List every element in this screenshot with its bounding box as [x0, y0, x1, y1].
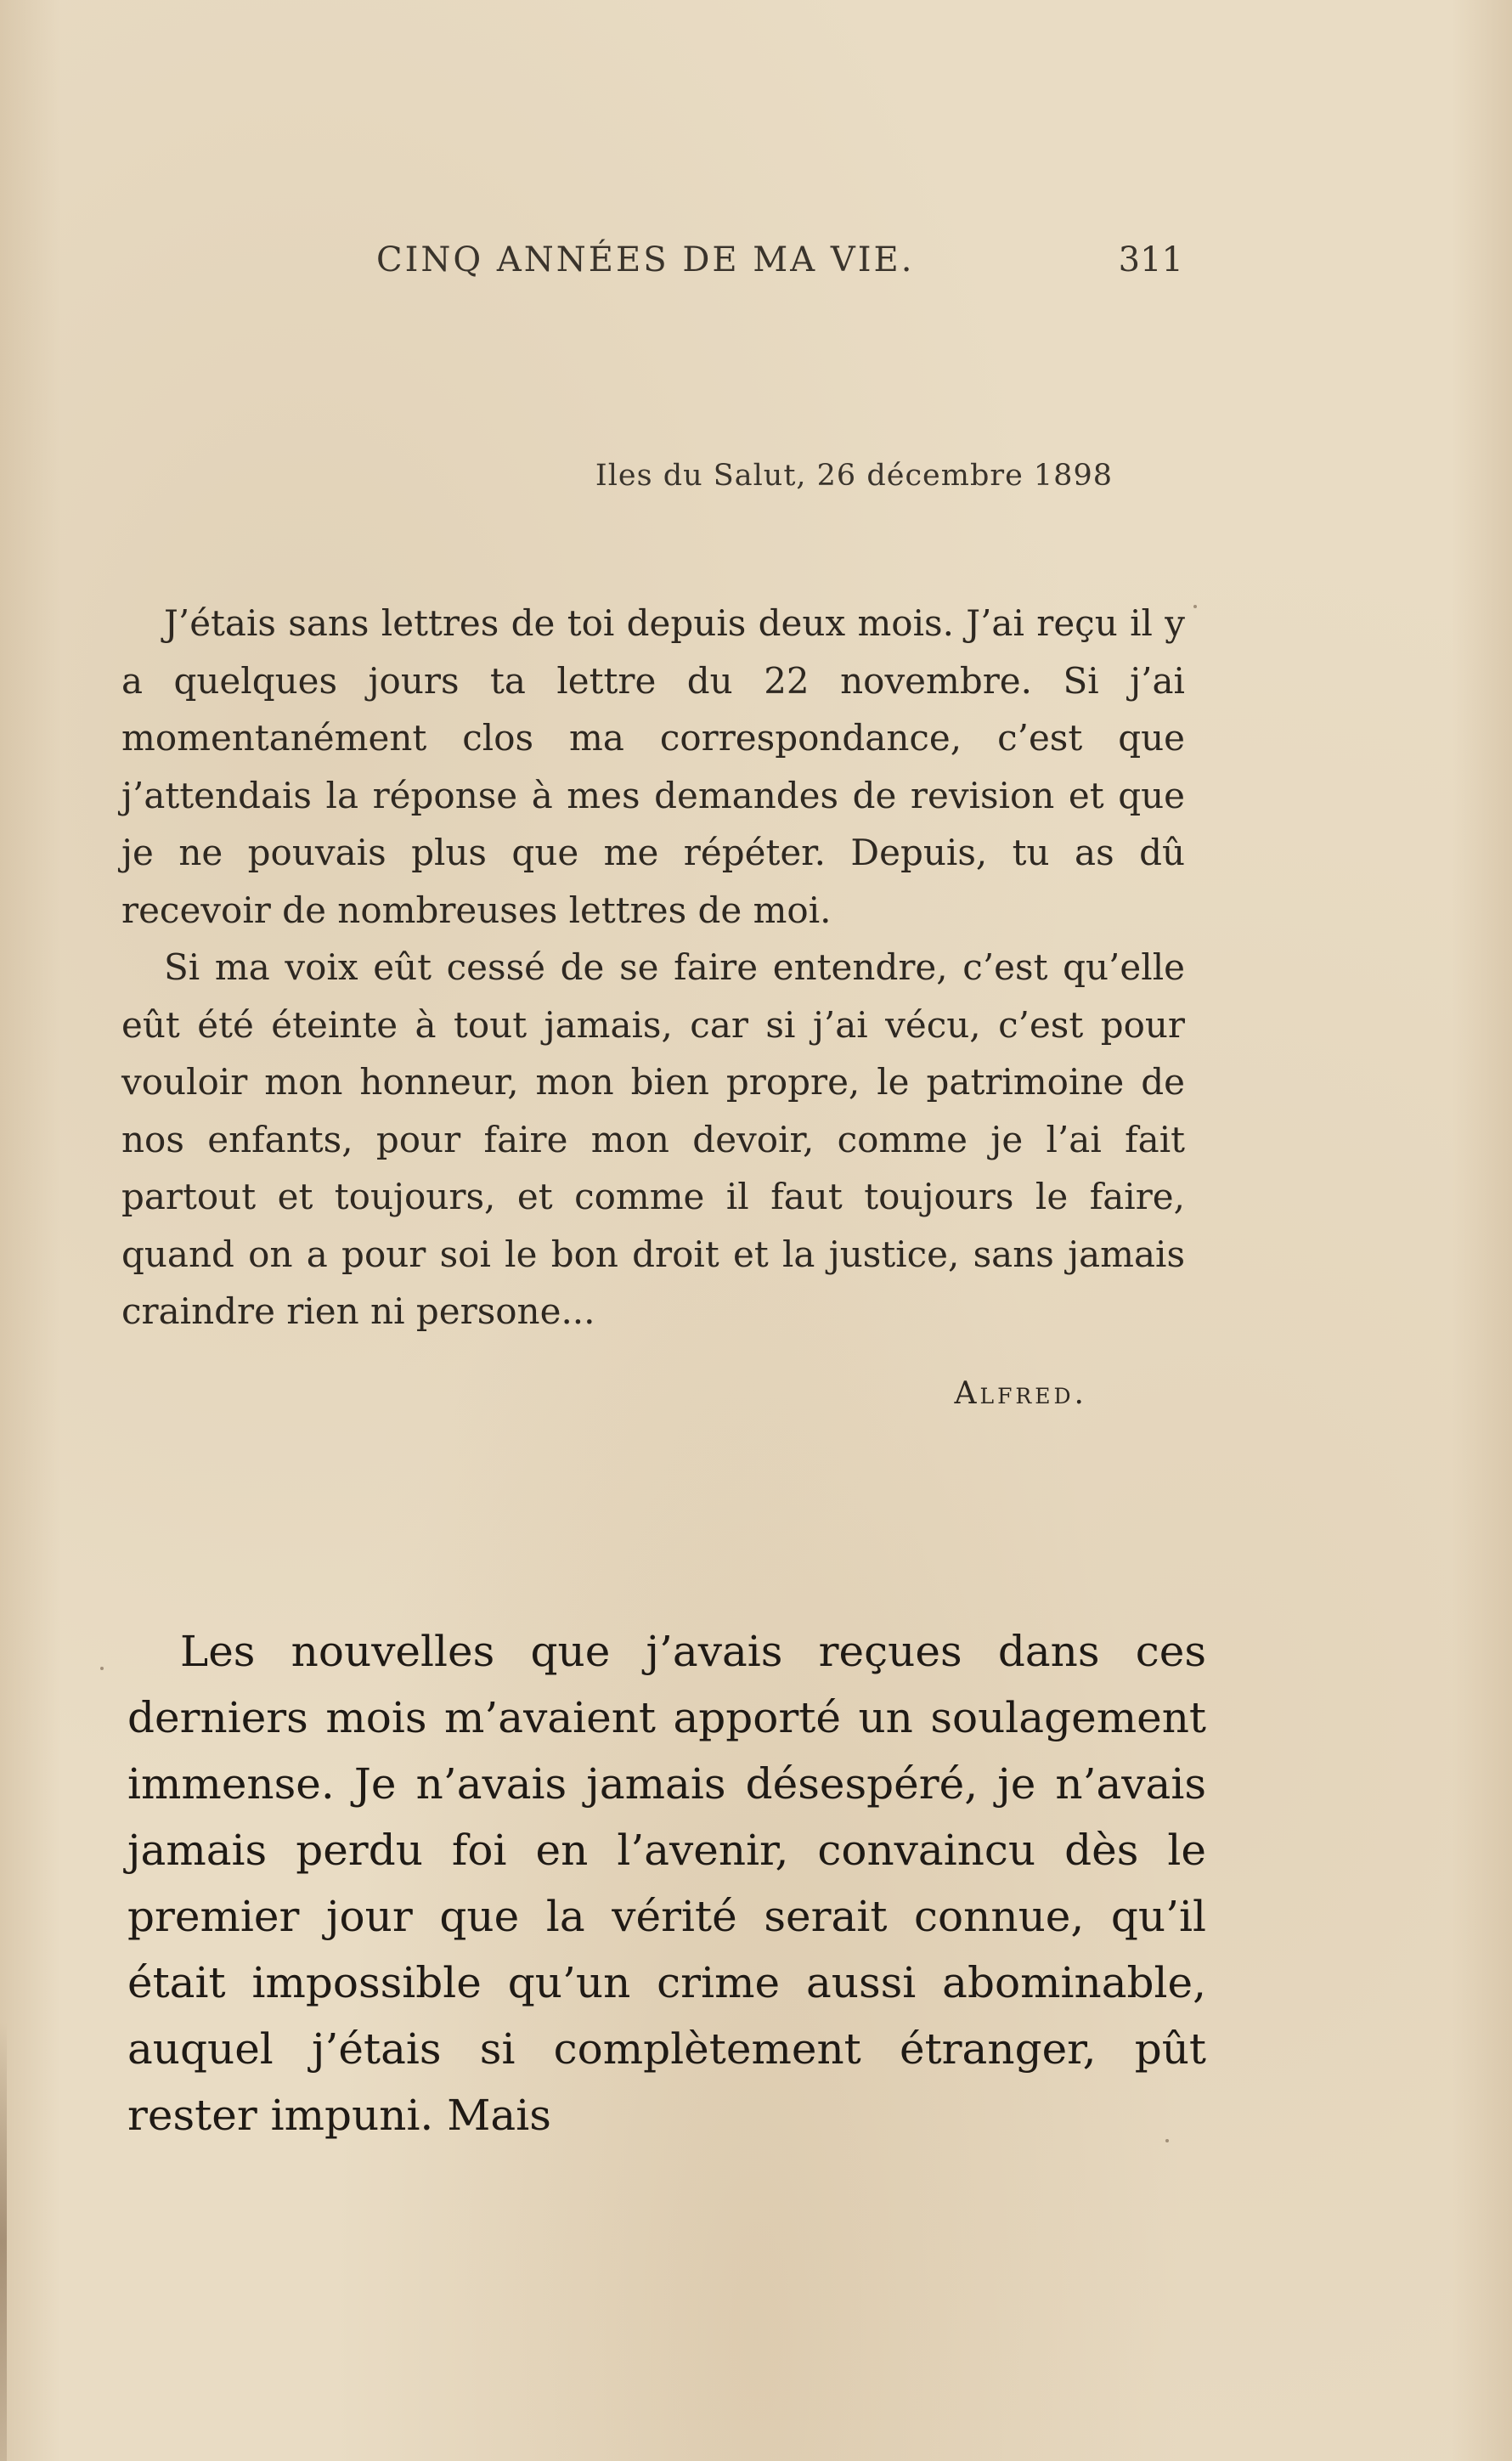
- page-number: 311: [1118, 240, 1183, 279]
- narrative-paragraph: Les nouvelles que j’avais reçues dans ces derniers mois m’avaient apporté un soulagement immense. Je n’avais jamais désespéré, je n’avais jamais perdu foi en l’avenir, convaincu dès le premier jour que la vérité serait connue, qu’il était impossible qu’un crime aussi abominable, auquel j’étais si complètement étranger, pût rester impuni. Mais: [127, 1627, 1206, 2140]
- paper-speck: [1165, 2139, 1169, 2142]
- letter-paragraph-1: J’étais sans lettres de toi depuis deux mois. J’ai reçu il y a quelques jours ta lettre du 22 novembre. Si j’ai momentanément clos ma correspondance, c’est que j’attendais la réponse à mes demandes de revision et que je ne pouvais plus que me répéter. Depuis, tu as dû recevoir de nombreuses lettres de moi.: [121, 602, 1185, 931]
- letter-signature: Alfred.: [954, 1376, 1087, 1411]
- page-edge-shadow: [0, 2022, 7, 2461]
- paper-speck: [100, 1667, 104, 1670]
- narrative-body: [127, 1618, 1206, 2148]
- paper-speck: [1193, 605, 1197, 608]
- letter-body: [121, 595, 1185, 1341]
- letter-dateline: Iles du Salut, 26 décembre 1898: [595, 459, 1113, 493]
- letter-paragraph-2: Si ma voix eût cessé de se faire entendre, c’est qu’elle eût été éteinte à tout jamais, car si j’ai vécu, c’est pour vouloir mon honneur, mon bien propre, le patrimoine de nos enfants, pour faire mon devoir, comme je l’ai fait partout et toujours, et comme il faut toujours le faire, quand on a pour soi le bon droit et la justice, sans jamais craindre rien ni persone...: [121, 946, 1185, 1332]
- running-title: CINQ ANNÉES DE MA VIE.: [376, 240, 915, 279]
- running-head: [121, 240, 1183, 300]
